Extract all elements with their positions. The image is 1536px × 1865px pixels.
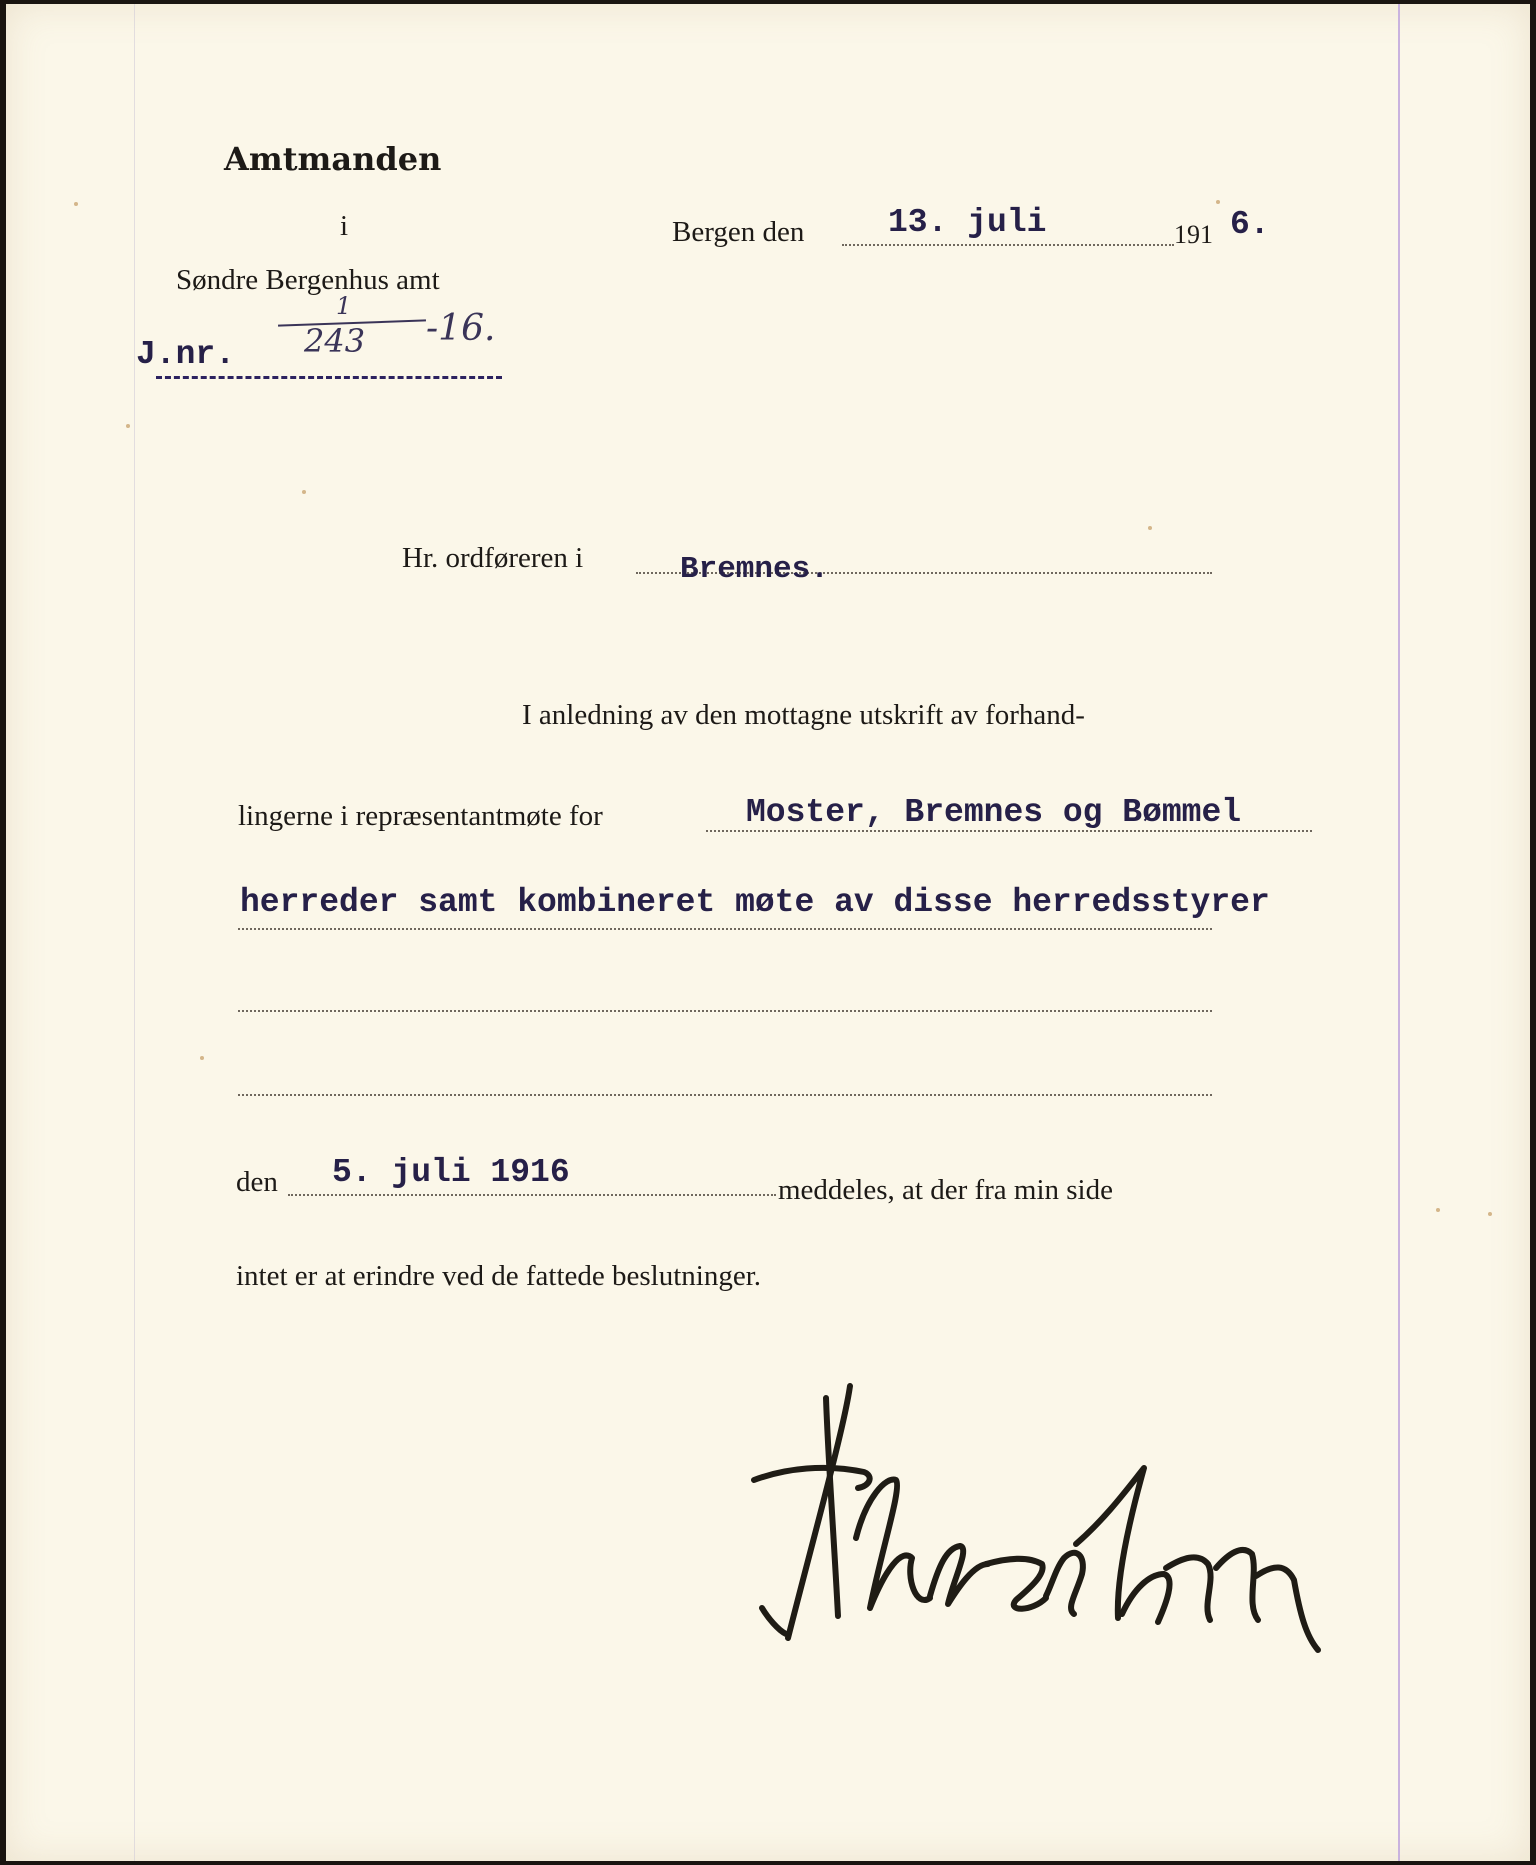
body-line-6-dotted <box>288 1194 776 1196</box>
journal-underline <box>156 376 502 379</box>
body-line-6-prefix: den <box>236 1166 278 1198</box>
dateline-year-suffix: 6. <box>1230 206 1270 243</box>
letterhead-office: Søndre Bergenhus amt <box>176 264 440 296</box>
body-line-3-fill: herreder samt kombineret møte av disse herredsstyrer <box>240 884 1270 921</box>
body-line-3-dotted <box>238 928 1212 930</box>
right-margin-rule <box>1398 4 1400 1861</box>
letter-page <box>6 4 1530 1861</box>
dateline-dotted-line <box>842 244 1174 246</box>
signature <box>746 1368 1326 1658</box>
body-line-4-dotted <box>238 1010 1212 1012</box>
letterhead-preposition: i <box>340 210 349 242</box>
recipient-prefix: Hr. ordføreren i <box>402 542 584 574</box>
recipient-name: Bremnes. <box>680 552 829 587</box>
dateline-year-prefix: 191 <box>1174 220 1213 249</box>
journal-fraction-top: 1 <box>336 292 352 320</box>
journal-label: J.nr. <box>136 336 236 373</box>
body-line-5-dotted <box>238 1094 1212 1096</box>
body-line-1: I anledning av den mottagne utskrift av forhand- <box>522 699 1085 731</box>
body-line-2-prefix: lingerne i repræsentantmøte for <box>238 800 603 832</box>
body-line-7: intet er at erindre ved de fattede beslutninger. <box>236 1260 762 1292</box>
journal-number: 243 <box>304 322 366 360</box>
letterhead-title: Amtmanden <box>224 140 442 178</box>
body-line-6-fill: 5. juli 1916 <box>332 1154 570 1191</box>
journal-suffix: -16. <box>426 308 496 349</box>
dateline-date: 13. juli <box>888 204 1047 241</box>
body-line-2-fill: Moster, Bremnes og Bømmel <box>746 794 1242 831</box>
dateline-prefix: Bergen den <box>672 216 805 248</box>
body-line-6-suffix: meddeles, at der fra min side <box>778 1174 1113 1206</box>
left-margin-rule <box>134 4 135 1861</box>
